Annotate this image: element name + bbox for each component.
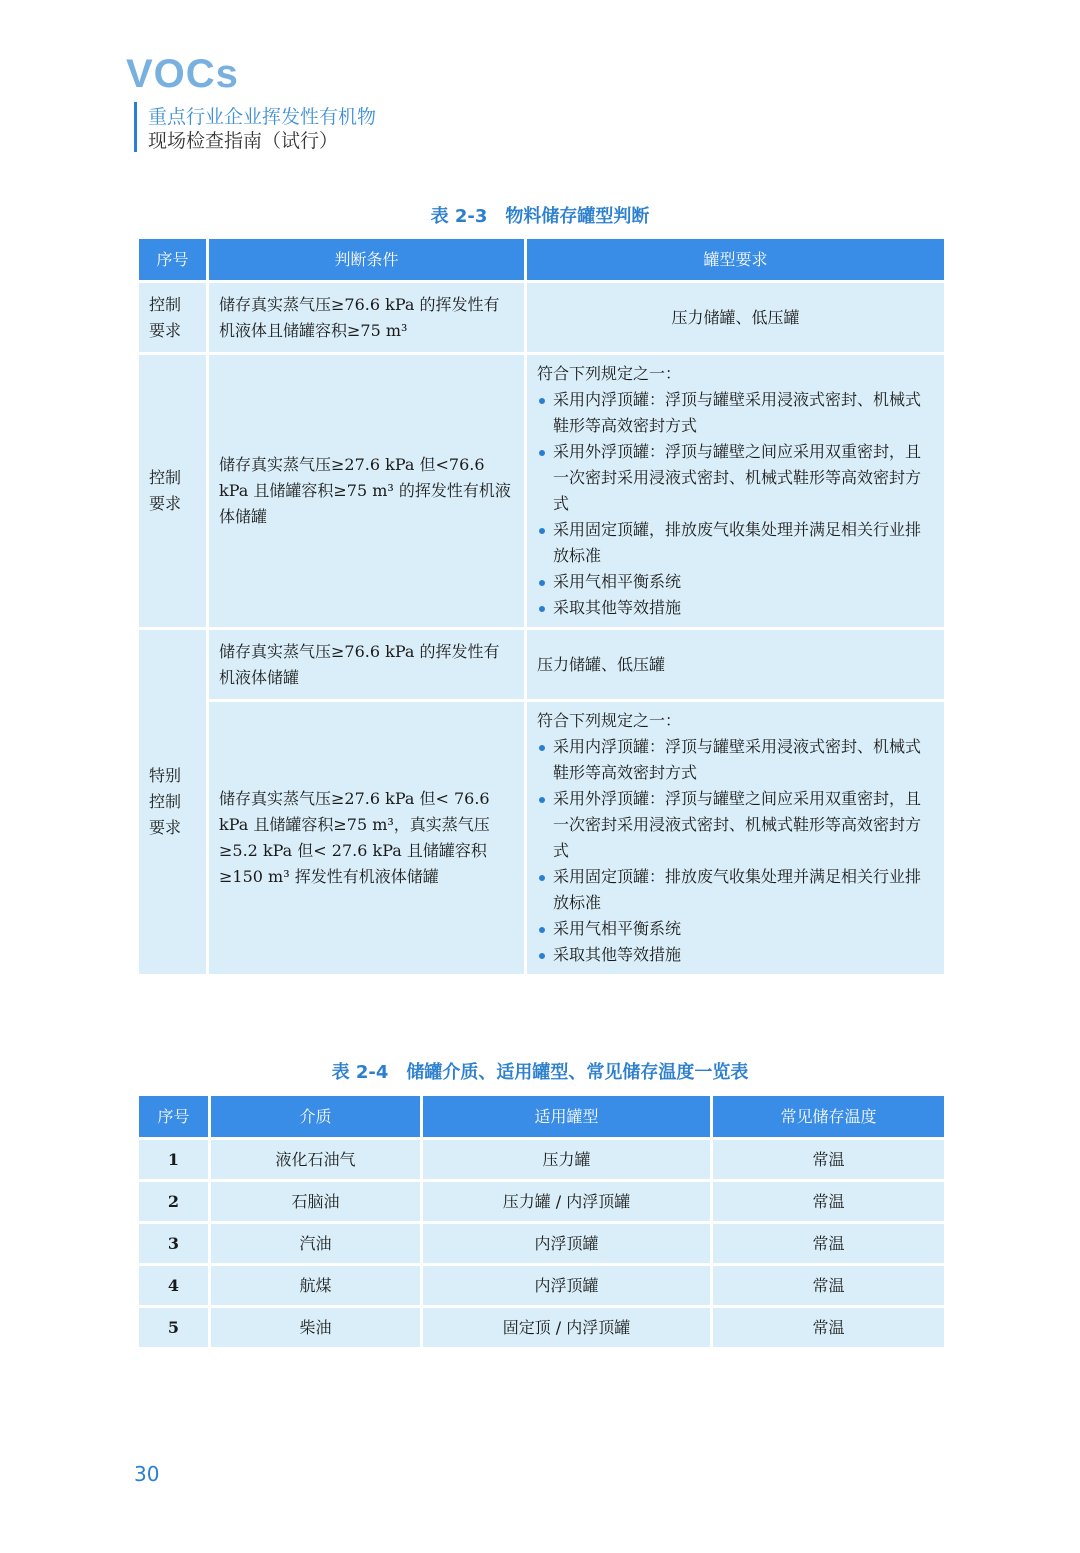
list-item: 采取其他等效措施 [537,595,934,621]
list-item: 采用外浮顶罐：浮顶与罐壁之间应采用双重密封，且一次密封采用浸液式密封、机械式鞋形等高效密封方式 [537,439,934,517]
cell-medium: 航煤 [210,1265,422,1307]
col-header-tank-type: 适用罐型 [422,1095,712,1139]
list-item: 采用内浮顶罐：浮顶与罐壁采用浸液式密封、机械式鞋形等高效密封方式 [537,734,934,786]
table-row [138,1139,946,1181]
table2-caption: 表 2-4 储罐介质、适用罐型、常见储存温度一览表 [331,1062,749,1083]
brand-logo: VOCs [126,52,239,96]
row-requirement [526,701,946,976]
cell-tank-type: 固定顶 / 内浮顶罐 [422,1307,712,1349]
table-row [138,1307,946,1349]
row-index: 特别 控制 要求 [138,629,208,976]
table-row [138,1181,946,1223]
row-requirement: 压力储罐、低压罐 [526,629,946,701]
col-header-condition: 判断条件 [208,238,526,282]
cell-temperature: 常温 [712,1307,946,1349]
list-item: 采用外浮顶罐：浮顶与罐壁之间应采用双重密封，且一次密封采用浸液式密封、机械式鞋形等高效密封方式 [537,786,934,864]
table-header-row [138,238,946,282]
requirement-list [537,387,934,621]
book-subtitle-line1: 重点行业企业挥发性有机物 [148,106,377,128]
cell-index: 3 [138,1223,210,1265]
col-header-medium: 介质 [210,1095,422,1139]
page-number: 30 [134,1462,160,1486]
row-condition: 储存真实蒸气压≥27.6 kPa 但< 76.6 kPa 且储罐容积≥75 m³，真实蒸气压≥5.2 kPa 但< 27.6 kPa 且储罐容积≥150 m³ 挥发性有机液体储罐 [208,701,526,976]
cell-tank-type: 内浮顶罐 [422,1265,712,1307]
table-row [138,1265,946,1307]
table-row [138,629,946,701]
col-header-requirement: 罐型要求 [526,238,946,282]
subtitle-accent-bar [134,102,137,152]
book-subtitle-line2: 现场检查指南（试行） [148,130,339,152]
cell-temperature: 常温 [712,1223,946,1265]
cell-temperature: 常温 [712,1265,946,1307]
cell-medium: 汽油 [210,1223,422,1265]
row-condition: 储存真实蒸气压≥76.6 kPa 的挥发性有机液体储罐 [208,629,526,701]
row-requirement [526,354,946,629]
list-item: 采用固定顶罐：排放废气收集处理并满足相关行业排放标准 [537,864,934,916]
list-item: 采用固定顶罐，排放废气收集处理并满足相关行业排放标准 [537,517,934,569]
row-requirement: 压力储罐、低压罐 [526,282,946,354]
table-row [138,282,946,354]
cell-temperature: 常温 [712,1181,946,1223]
col-header-index: 序号 [138,238,208,282]
list-item: 采用气相平衡系统 [537,569,934,595]
cell-medium: 石脑油 [210,1181,422,1223]
cell-tank-type: 压力罐 [422,1139,712,1181]
cell-index: 5 [138,1307,210,1349]
cell-temperature: 常温 [712,1139,946,1181]
row-index: 控制 要求 [138,354,208,629]
table-header-row [138,1095,946,1139]
list-item: 采取其他等效措施 [537,942,934,968]
tank-type-table [136,236,947,977]
requirement-lead: 符合下列规定之一： [537,711,682,730]
col-header-temperature: 常见储存温度 [712,1095,946,1139]
cell-medium: 液化石油气 [210,1139,422,1181]
cell-tank-type: 压力罐 / 内浮顶罐 [422,1181,712,1223]
requirement-lead: 符合下列规定之一： [537,364,682,383]
row-condition: 储存真实蒸气压≥27.6 kPa 但<76.6 kPa 且储罐容积≥75 m³ 的挥发性有机液体储罐 [208,354,526,629]
col-header-index: 序号 [138,1095,210,1139]
list-item: 采用内浮顶罐：浮顶与罐壁采用浸液式密封、机械式鞋形等高效密封方式 [537,387,934,439]
row-index: 控制 要求 [138,282,208,354]
requirement-list [537,734,934,968]
cell-index: 4 [138,1265,210,1307]
row-condition: 储存真实蒸气压≥76.6 kPa 的挥发性有机液体且储罐容积≥75 m³ [208,282,526,354]
list-item: 采用气相平衡系统 [537,916,934,942]
medium-tank-table [136,1093,947,1350]
cell-medium: 柴油 [210,1307,422,1349]
cell-tank-type: 内浮顶罐 [422,1223,712,1265]
table-row [138,354,946,629]
cell-index: 1 [138,1139,210,1181]
cell-index: 2 [138,1181,210,1223]
table1-caption: 表 2-3 物料储存罐型判断 [430,206,650,227]
table-row [138,701,946,976]
table-row [138,1223,946,1265]
